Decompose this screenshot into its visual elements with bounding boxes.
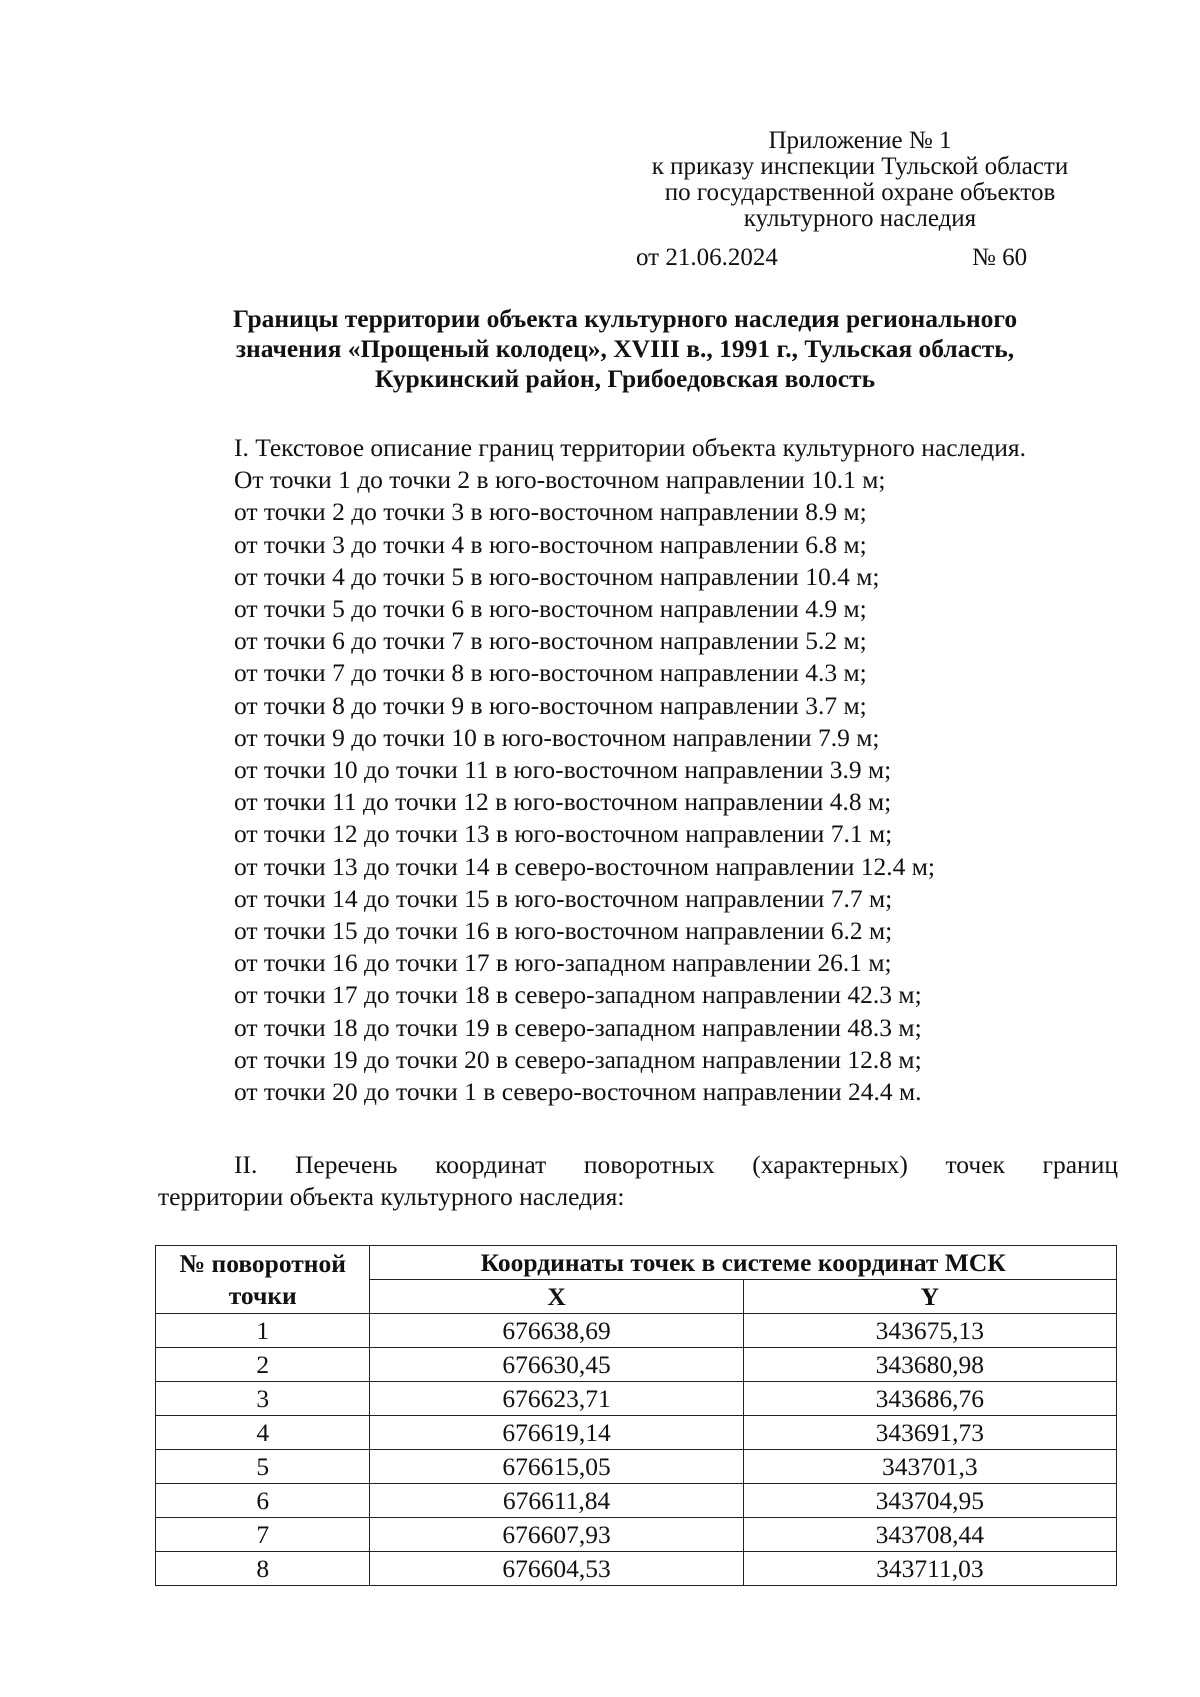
point-number: 5 <box>156 1450 370 1484</box>
x-coordinate: 676619,14 <box>370 1416 743 1450</box>
point-number: 2 <box>156 1348 370 1382</box>
boundary-line: от точки 11 до точки 12 в юго-восточном направлении 4.8 м; <box>234 787 892 817</box>
x-coordinate: 676611,84 <box>370 1484 743 1518</box>
title-line: Куркинский район, Грибоедовская волость <box>374 364 876 393</box>
section-heading: II. Перечень координат поворотных (характерных) точек границ <box>234 1150 1118 1179</box>
y-coordinate: 343691,73 <box>743 1416 1116 1450</box>
y-coordinate: 343704,95 <box>743 1484 1116 1518</box>
boundary-line: от точки 13 до точки 14 в северо-восточном направлении 12.4 м; <box>234 851 935 881</box>
title-line: Границы территории объекта культурного наследия регионального <box>232 304 1018 333</box>
appendix-header-line: Приложение № 1 <box>768 127 952 154</box>
boundary-line: от точки 14 до точки 15 в юго-восточном направлении 7.7 м; <box>234 883 893 913</box>
boundary-line: от точки 5 до точки 6 в юго-восточном направлении 4.9 м; <box>234 594 867 624</box>
point-number: 1 <box>156 1314 370 1348</box>
coordinates-system-header: Координаты точек в системе координат МСК <box>370 1246 1117 1280</box>
boundary-line: от точки 19 до точки 20 в северо-западном направлении 12.8 м; <box>234 1044 922 1074</box>
boundary-line: от точки 9 до точки 10 в юго-восточном направлении 7.9 м; <box>234 722 880 752</box>
boundary-line: от точки 6 до точки 7 в юго-восточном направлении 5.2 м; <box>234 626 867 656</box>
boundary-description <box>234 432 1154 1108</box>
boundary-line: от точки 4 до точки 5 в юго-восточном направлении 10.4 м; <box>234 561 880 591</box>
appendix-header <box>600 128 1120 232</box>
boundary-line: от точки 16 до точки 17 в юго-западном направлении 26.1 м; <box>234 948 892 978</box>
table-row <box>156 1552 1117 1586</box>
y-coordinate: 343701,3 <box>743 1450 1116 1484</box>
point-number: 4 <box>156 1416 370 1450</box>
table-header-row <box>156 1246 1117 1280</box>
title-line: значения «Прощеный колодец», XVIII в., 1991 г., Тульская область, <box>235 334 1015 363</box>
boundary-line: от точки 2 до точки 3 в юго-восточном направлении 8.9 м; <box>234 497 867 527</box>
y-coordinate: 343680,98 <box>743 1348 1116 1382</box>
x-coordinate: 676615,05 <box>370 1450 743 1484</box>
point-number: 6 <box>156 1484 370 1518</box>
appendix-header-line: культурного наследия <box>743 205 977 232</box>
document-title <box>130 304 1120 394</box>
point-number: 7 <box>156 1518 370 1552</box>
appendix-header-line: к приказу инспекции Тульской области <box>651 153 1069 180</box>
table-row <box>156 1484 1117 1518</box>
x-coordinate: 676604,53 <box>370 1552 743 1586</box>
y-coordinate: 343675,13 <box>743 1314 1116 1348</box>
x-coordinate: 676607,93 <box>370 1518 743 1552</box>
table-row <box>156 1314 1117 1348</box>
section-heading-continuation: территории объекта культурного наследия: <box>158 1182 625 1211</box>
boundary-line: от точки 7 до точки 8 в юго-восточном направлении 4.3 м; <box>234 658 867 688</box>
boundary-line: от точки 3 до точки 4 в юго-восточном направлении 6.8 м; <box>234 529 867 559</box>
x-header: X <box>370 1280 743 1314</box>
coordinates-table <box>155 1245 1117 1586</box>
table-row <box>156 1348 1117 1382</box>
y-coordinate: 343708,44 <box>743 1518 1116 1552</box>
point-number: 3 <box>156 1382 370 1416</box>
order-date: от 21.06.2024 <box>636 244 778 271</box>
y-coordinate: 343711,03 <box>743 1552 1116 1586</box>
x-coordinate: 676623,71 <box>370 1382 743 1416</box>
x-coordinate: 676630,45 <box>370 1348 743 1382</box>
boundary-line: от точки 15 до точки 16 в юго-восточном направлении 6.2 м; <box>234 916 893 946</box>
point-number-header: № поворотной точки <box>156 1246 370 1314</box>
boundary-line: От точки 1 до точки 2 в юго-восточном направлении 10.1 м; <box>234 465 886 495</box>
table-row <box>156 1518 1117 1552</box>
boundary-line: от точки 8 до точки 9 в юго-восточном направлении 3.7 м; <box>234 690 867 720</box>
y-header: Y <box>743 1280 1116 1314</box>
appendix-header-line: по государственной охране объектов <box>664 179 1056 206</box>
boundary-line: от точки 17 до точки 18 в северо-западном направлении 42.3 м; <box>234 980 922 1010</box>
x-coordinate: 676638,69 <box>370 1314 743 1348</box>
boundary-line: от точки 20 до точки 1 в северо-восточном направлении 24.4 м. <box>234 1077 922 1107</box>
boundary-line: от точки 10 до точки 11 в юго-восточном направлении 3.9 м; <box>234 755 892 785</box>
point-number: 8 <box>156 1552 370 1586</box>
order-number: № 60 <box>972 244 1028 271</box>
boundary-line: от точки 18 до точки 19 в северо-западном направлении 48.3 м; <box>234 1012 922 1042</box>
y-coordinate: 343686,76 <box>743 1382 1116 1416</box>
coordinates-intro <box>158 1149 1118 1213</box>
table-row <box>156 1382 1117 1416</box>
table-row <box>156 1450 1117 1484</box>
section-heading: I. Текстовое описание границ территории объекта культурного наследия. <box>234 433 1027 462</box>
table-row <box>156 1416 1117 1450</box>
boundary-line: от точки 12 до точки 13 в юго-восточном направлении 7.1 м; <box>234 819 893 849</box>
